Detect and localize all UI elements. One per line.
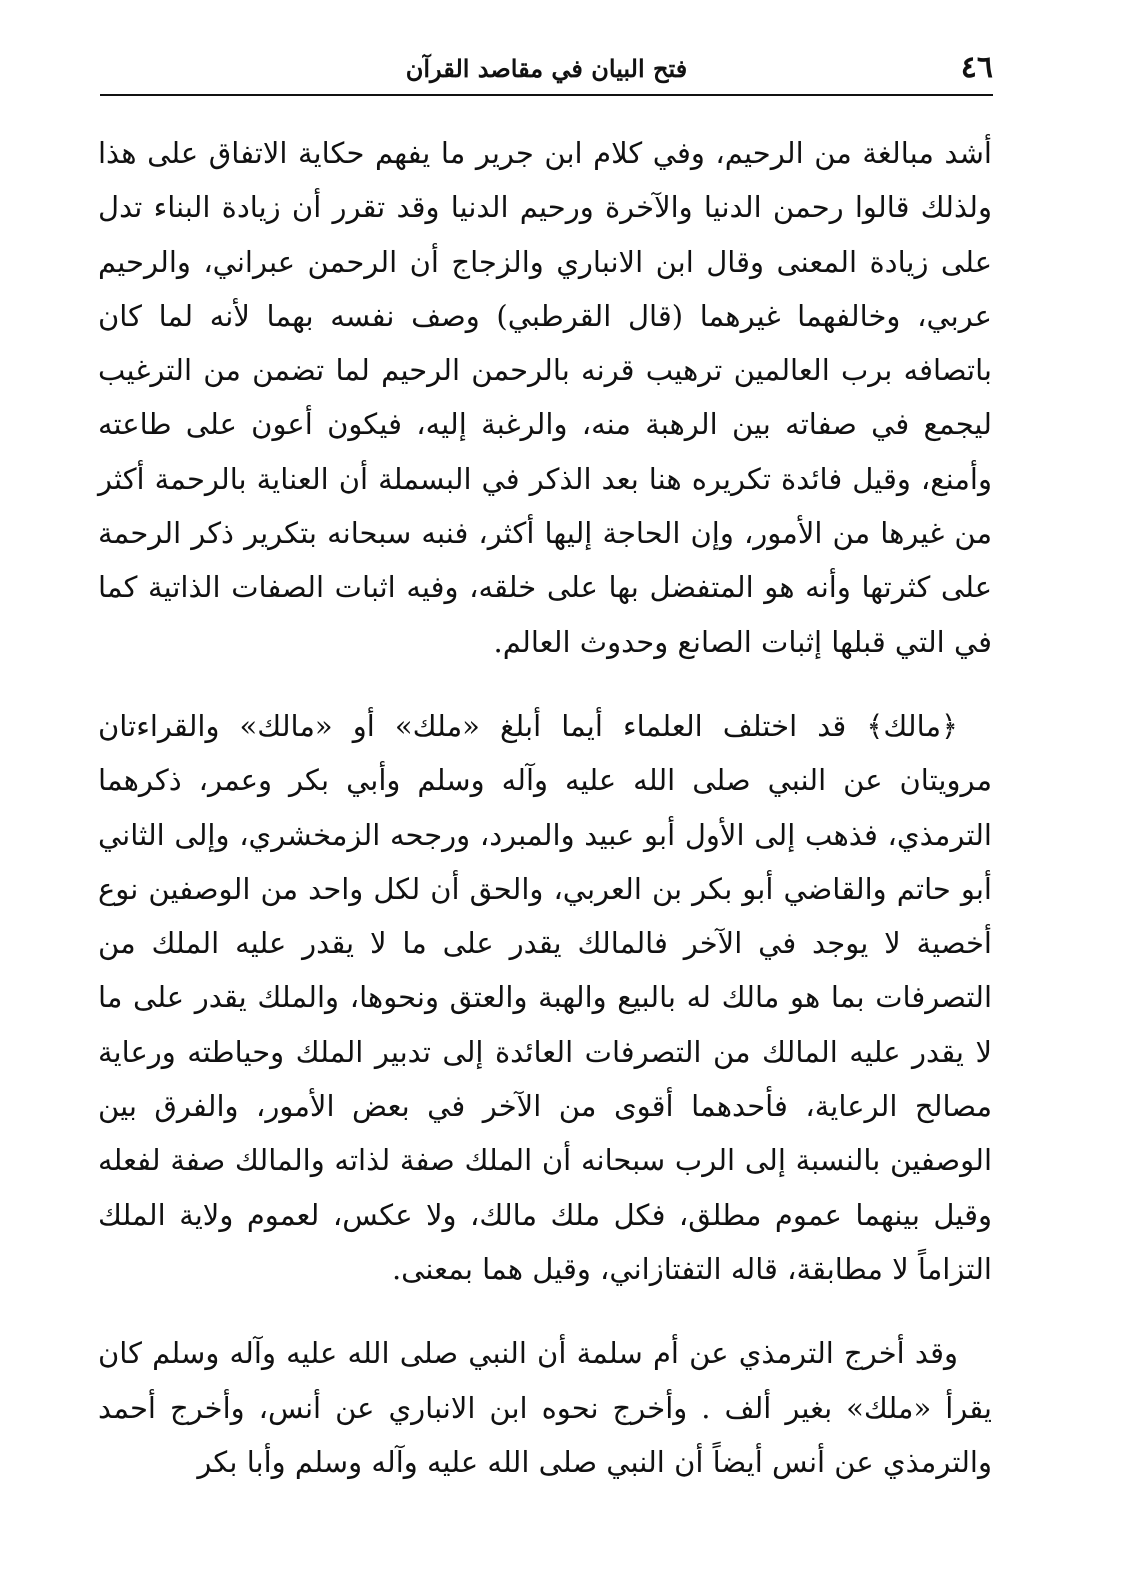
running-title: فتح البيان في مقاصد القرآن — [405, 54, 688, 83]
body-text — [98, 126, 992, 1489]
paragraph-2: ﴿مالك﴾ قد اختلف العلماء أيما أبلغ «ملك» أو «مالك» والقراءتان مرويتان عن النبي صلى الله عليه وآله وسلم وأبي بكر وعمر، ذكرهما الترمذي، فذهب إلى الأول أبو عبيد والمبرد، ورجحه الزمخشري، وإلى الثاني أبو حاتم والقاضي أبو بكر بن العربي، والحق أن لكل واحد من الوصفين نوع أخصية لا يوجد في الآخر فالمالك يقدر على ما لا يقدر عليه الملك من التصرفات بما هو مالك له بالبيع والهبة والعتق ونحوها، والملك يقدر على ما لا يقدر عليه المالك من التصرفات العائدة إلى تدبير الملك وحياطته ورعاية مصالح الرعاية، فأحدهما أقوى من الآخر في بعض الأمور، والفرق بين الوصفين بالنسبة إلى الرب سبحانه أن الملك صفة لذاته والمالك صفة لفعله وقيل بينهما عموم مطلق، فكل ملك مالك، ولا عكس، لعموم ولاية الملك التزاماً لا مطابقة، قاله التفتازاني، وقيل هما بمعنى. — [98, 708, 992, 1286]
paragraph-1: أشد مبالغة من الرحيم، وفي كلام ابن جرير ما يفهم حكاية الاتفاق على هذا ولذلك قالوا رحمن الدنيا والآخرة ورحيم الدنيا وقد تقرر أن زيادة البناء تدل على زيادة المعنى وقال ابن الانباري والزجاج أن الرحمن عبراني، والرحيم عربي، وخالفهما غيرهما (قال القرطبي) وصف نفسه بهما لأنه لما كان باتصافه برب العالمين ترهيب قرنه بالرحمن الرحيم لما تضمن من الترغيب ليجمع في صفاته بين الرهبة منه، والرغبة إليه، فيكون أعون على طاعته وأمنع، وقيل فائدة تكريره هنا بعد الذكر في البسملة أن العناية بالرحمة أكثر من غيرها من الأمور، وإن الحاجة إليها أكثر، فنبه سبحانه بتكرير ذكر الرحمة على كثرتها وأنه هو المتفضل بها على خلقه، وفيه اثبات الصفات الذاتية كما في التي قبلها إثبات الصانع وحدوث العالم. — [98, 136, 992, 659]
paragraph-3: وقد أخرج الترمذي عن أم سلمة أن النبي صلى الله عليه وآله وسلم كان يقرأ «ملك» بغير ألف . وأخرج نحوه ابن الانباري عن أنس، وأخرج أحمد والترمذي عن أنس أيضاً أن النبي صلى الله عليه وآله وسلم وأبا بكر — [98, 1336, 992, 1479]
page-header — [100, 44, 993, 96]
page-number: ٤٦ — [960, 50, 993, 85]
